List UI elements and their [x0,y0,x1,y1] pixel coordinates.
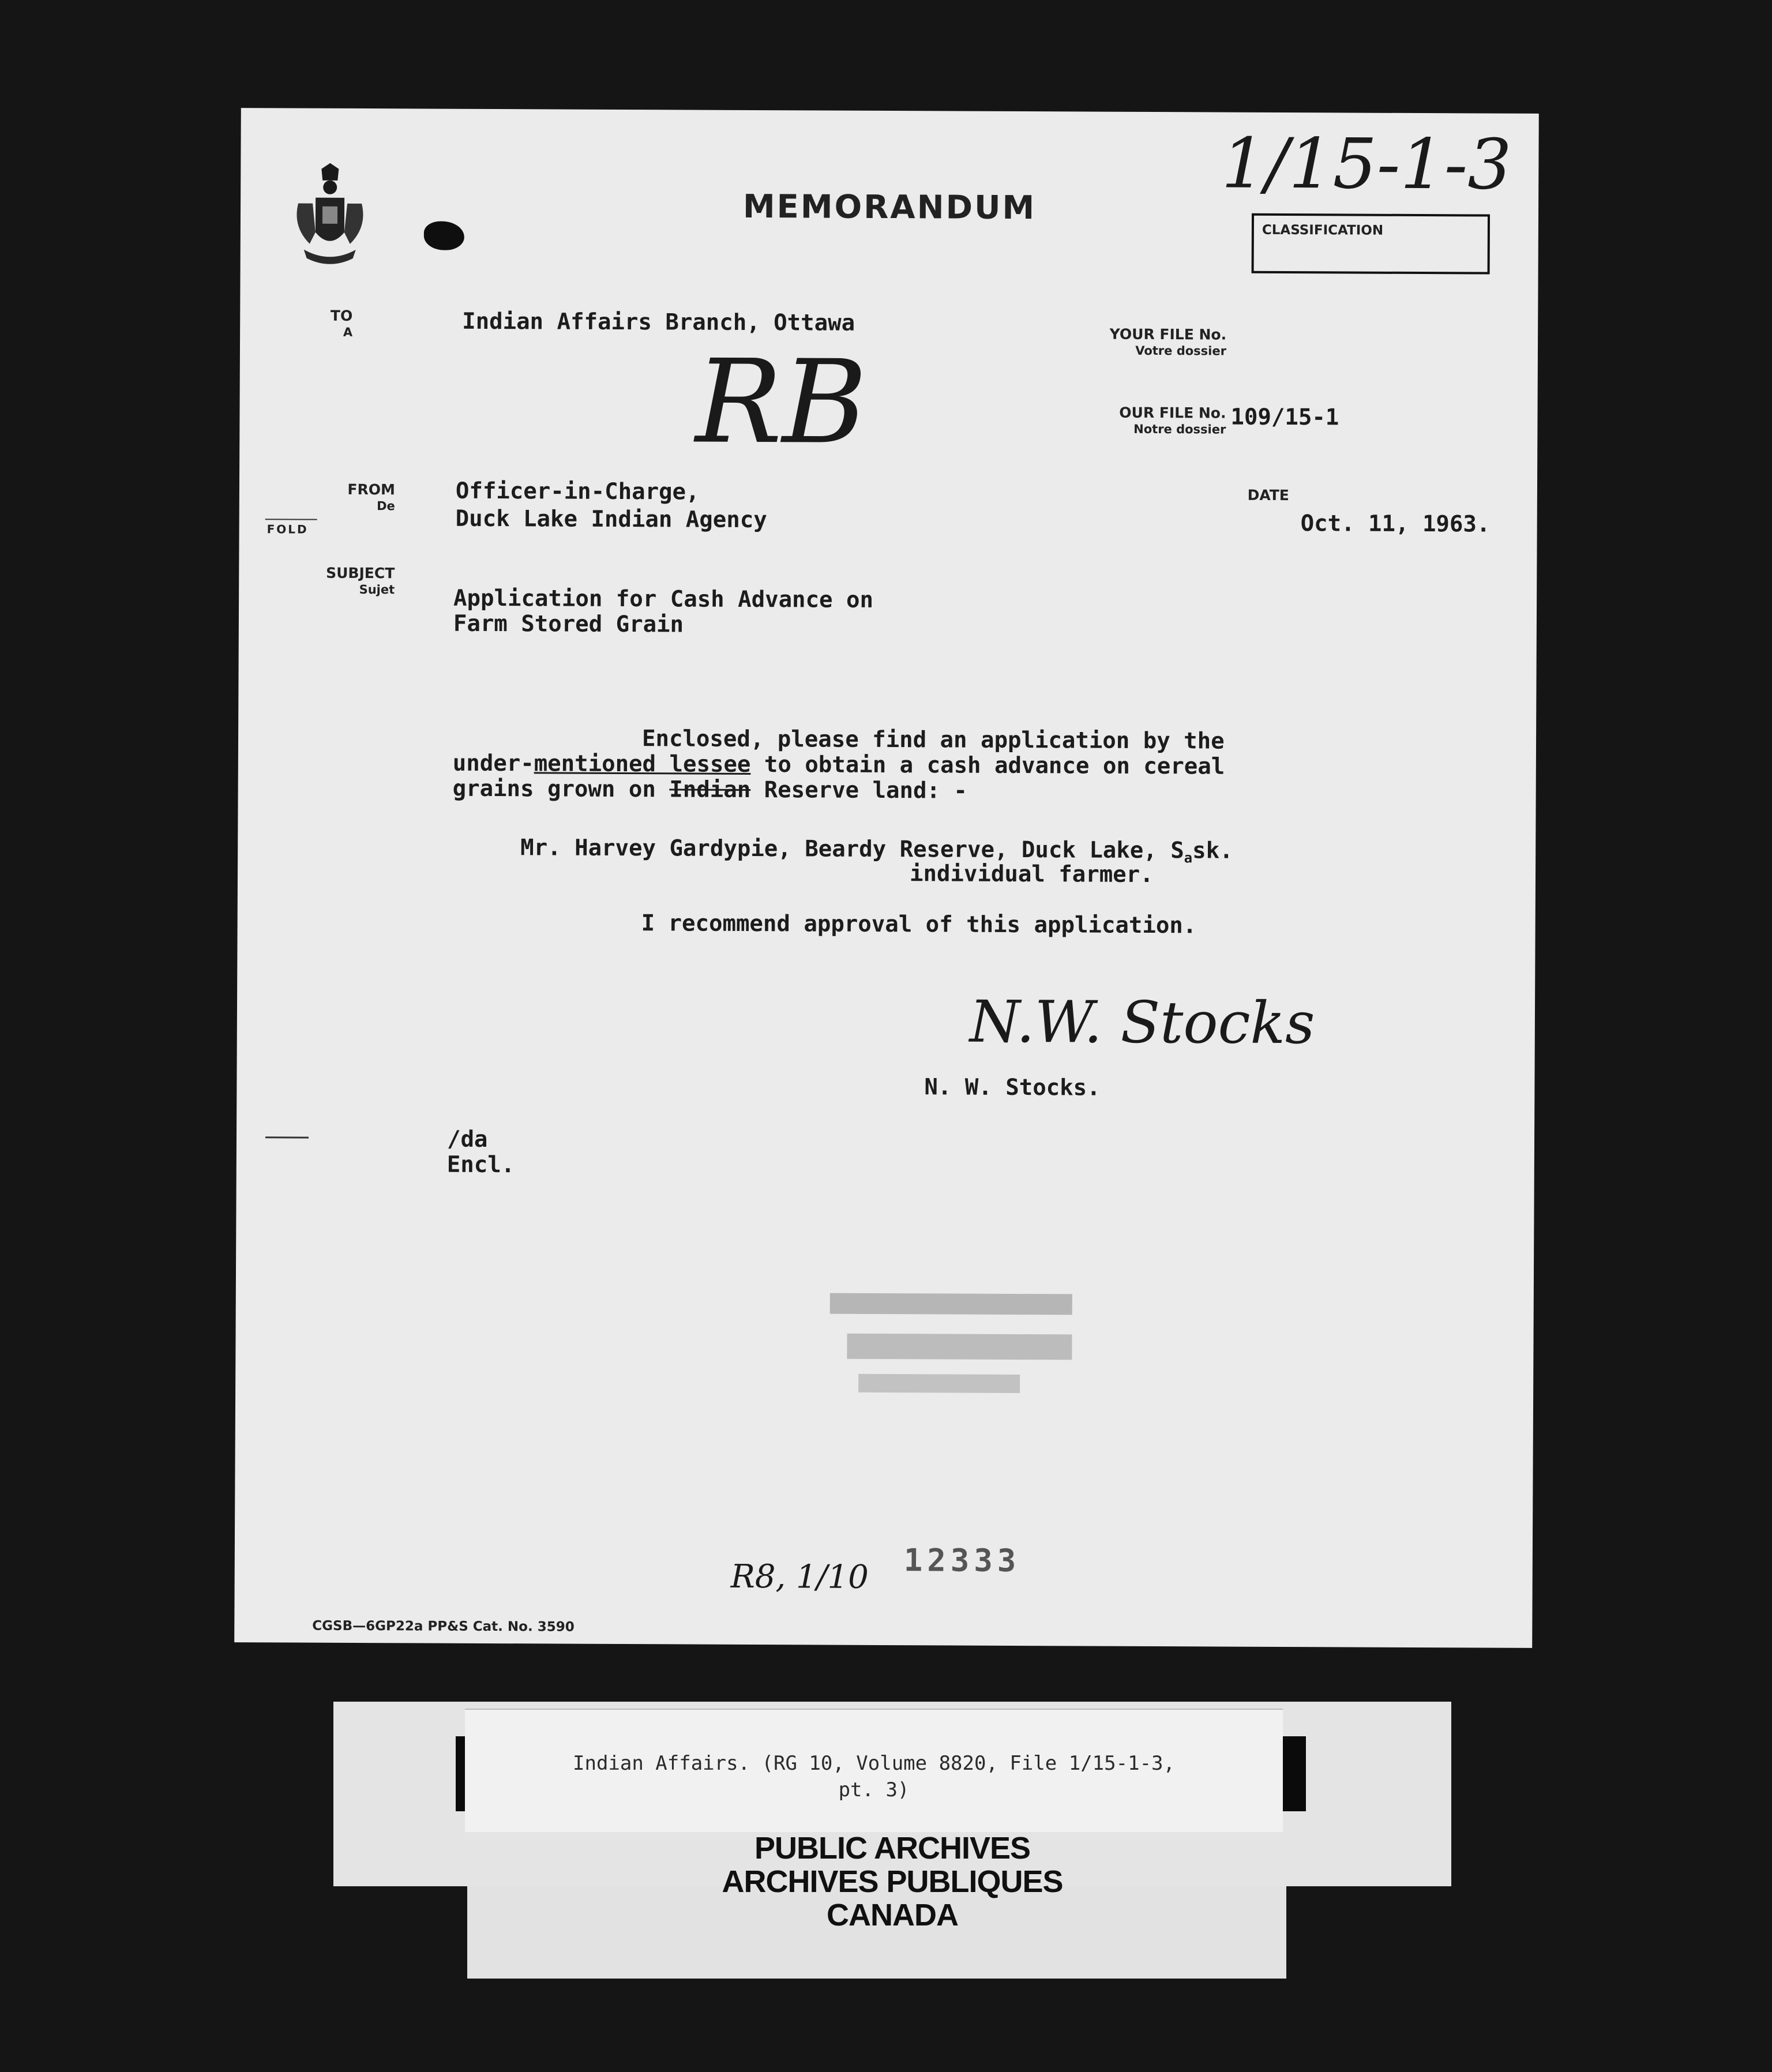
date-value: Oct. 11, 1963. [1300,511,1491,538]
from-label-en: FROM [347,481,395,498]
handwritten-register: R8, 1/10 [730,1557,869,1596]
stamped-number: 12333 [903,1542,1021,1579]
card-tab-right [1283,1736,1306,1811]
citation-line-2: pt. 3) [838,1778,910,1801]
ink-blot [424,221,464,250]
archives-country: CANADA [827,1898,958,1932]
from-line-1: Officer-in-Charge, [455,478,700,505]
form-number: CGSB—6GP22a PP&S Cat. No. 3590 [312,1618,575,1635]
archives-stamp [333,1831,1451,1932]
lessee-line-1-b: sk. [1192,838,1233,864]
to-label [321,308,352,340]
your-file-label-en: YOUR FILE No. [1109,325,1227,343]
body-line-3 [453,776,967,805]
classification-label: CLASSIFICATION [1262,222,1384,238]
to-label-en: TO [330,307,353,324]
lessee-line-2: individual farmer. [909,861,1154,888]
signatory-name: N. W. Stocks. [924,1074,1101,1101]
body-line-3-c: Reserve land: - [750,776,968,804]
memo-title: MEMORANDUM [742,187,1037,227]
your-file-label [1099,326,1226,359]
margin-dash [265,1136,309,1138]
body-line-2-a: under- [452,750,534,777]
enclosure: Encl. [446,1151,515,1178]
our-file-label-fr: Notre dossier [1133,422,1226,437]
archives-french: ARCHIVES PUBLIQUES [722,1864,1063,1899]
from-label-fr: De [377,499,395,513]
card-tab-left [456,1736,465,1811]
citation-line-1: Indian Affairs. (RG 10, Volume 8820, File 1/15-1-3, [573,1752,1175,1775]
recommendation: I recommend approval of this application. [641,910,1197,939]
from-line-2: Duck Lake Indian Agency [455,505,767,534]
archives-english: PUBLIC ARCHIVES [754,1831,1031,1865]
fold-label: FOLD [266,522,309,536]
lessee-line-1-a: Mr. Harvey Gardypie, Beardy Reserve, Duck Lake, S [520,835,1184,864]
handwritten-initials: RB [695,335,868,470]
date-label: DATE [1247,486,1289,504]
body-line-2-underlined: mentioned lessee [534,750,751,778]
memo-page [234,108,1539,1648]
fold-mark [265,519,317,520]
subject-line-1: Application for Cash Advance on [453,585,874,613]
citation-text [465,1750,1283,1803]
our-file-label [1076,404,1226,437]
subject-label [296,565,395,598]
body-line-3-struck: Indian [669,776,751,803]
handwritten-file-number: 1/15-1-3 [1221,123,1512,205]
to-value: Indian Affairs Branch, Ottawa [462,308,855,336]
signature: N.W. Stocks [969,988,1315,1057]
classification-box [1252,213,1490,275]
received-stamp-mark [824,1282,1090,1433]
our-file-value: 109/15-1 [1230,404,1339,431]
archive-citation-label [465,1709,1283,1832]
body-line-2-c: to obtain a cash advance on cereal [750,751,1225,780]
body-line-3-a: grains grown on [452,775,670,803]
body-line-1: Enclosed, please find an application by the [641,726,1225,755]
from-label [320,482,395,515]
our-file-label-en: OUR FILE No. [1119,404,1226,422]
lessee-subscript: a [1184,850,1193,866]
subject-label-fr: Sujet [359,583,395,597]
typist-initials: /da [446,1126,488,1153]
subject-label-en: SUBJECT [326,564,395,582]
subject-line-2: Farm Stored Grain [453,610,684,638]
your-file-label-fr: Votre dossier [1135,343,1227,358]
to-label-fr: A [343,325,353,339]
